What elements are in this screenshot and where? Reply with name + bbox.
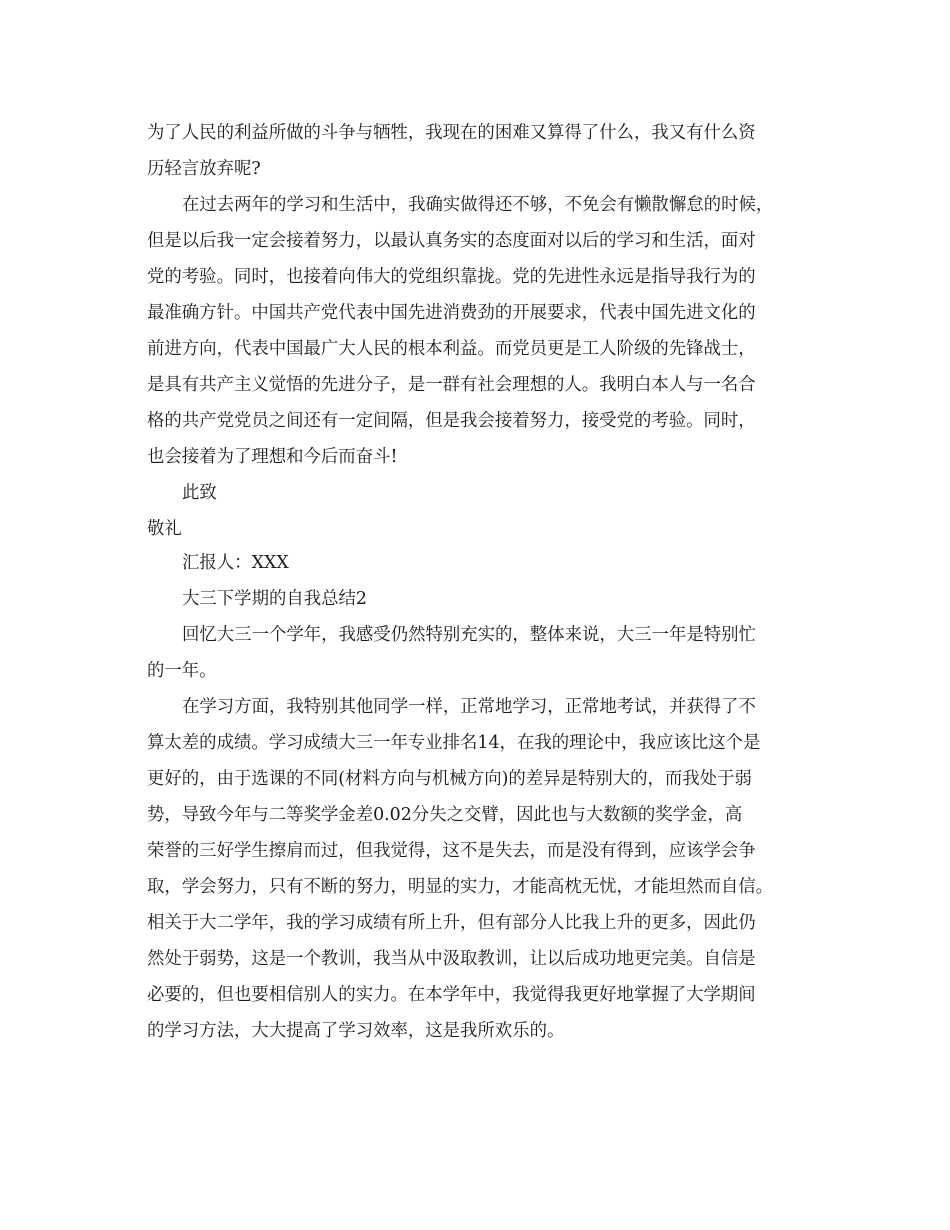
- text-line: 回忆大三一个学年，我感受仍然特别充实的，整体来说，大三一年是特别忙: [182, 625, 756, 645]
- text-line: 格的共产党党员之间还有一定间隔，但是我会接着努力，接受党的考验。同时，: [147, 411, 756, 431]
- text-line: 最准确方针。中国共产党代表中国先进消费劲的开展要求，代表中国先进文化的: [147, 303, 756, 323]
- text-line: 的学习方法，大大提高了学习效率，这是我所欢乐的。: [147, 1021, 565, 1041]
- text-line: 在过去两年的学习和生活中，我确实做得还不够，不免会有懒散懈怠的时候，: [182, 195, 774, 215]
- text-line: 相关于大二学年，我的学习成绩有所上升，但有部分人比我上升的更多，因此仍: [147, 913, 756, 933]
- text-line: 必要的，但也要相信别人的实力。在本学年中，我觉得我更好地掌握了大学期间: [147, 985, 756, 1005]
- salutation: 此致: [182, 483, 217, 503]
- text-line: 前进方向，代表中国最广大人民的根本利益。而党员更是工人阶级的先锋战士，: [147, 339, 756, 359]
- text-line: 历轻言放弃呢?: [147, 159, 261, 179]
- section-title: 大三下学期的自我总结2: [182, 589, 367, 609]
- text-line: 取，学会努力，只有不断的努力，明显的实力，才能高枕无忧，才能坦然而自信。: [147, 877, 774, 897]
- text-line: 然处于弱势，这是一个教训，我当从中汲取教训，让以后成功地更完美。自信是: [147, 949, 756, 969]
- reporter-name: 汇报人：XXX: [182, 553, 289, 573]
- text-line: 是具有共产主义觉悟的先进分子，是一群有社会理想的人。我明白本人与一名合: [147, 375, 756, 395]
- closing: 敬礼: [147, 519, 182, 539]
- text-line: 势，导致今年与二等奖学金差0.02分失之交臂，因此也与大数额的奖学金，高: [147, 805, 743, 825]
- text-line: 算太差的成绩。学习成绩大三一年专业排名14，在我的理论中，我应该比这个是: [147, 733, 761, 753]
- text-line: 为了人民的利益所做的斗争与牺牲，我现在的困难又算得了什么，我又有什么资: [147, 123, 756, 143]
- text-line: 更好的，由于选课的不同(材料方向与机械方向)的差异是特别大的，而我处于弱: [147, 769, 752, 789]
- text-line: 在学习方面，我特别其他同学一样，正常地学习，正常地考试，并获得了不: [182, 697, 756, 717]
- text-line: 党的考验。同时，也接着向伟大的党组织靠拢。党的先进性永远是指导我行为的: [147, 267, 756, 287]
- text-line: 也会接着为了理想和今后而奋斗!: [147, 447, 398, 467]
- text-line: 但是以后我一定会接着努力，以最认真务实的态度面对以后的学习和生活，面对: [147, 231, 756, 251]
- text-line: 荣誉的三好学生擦肩而过，但我觉得，这不是失去，而是没有得到，应该学会争: [147, 841, 756, 861]
- text-line: 的一年。: [147, 661, 217, 681]
